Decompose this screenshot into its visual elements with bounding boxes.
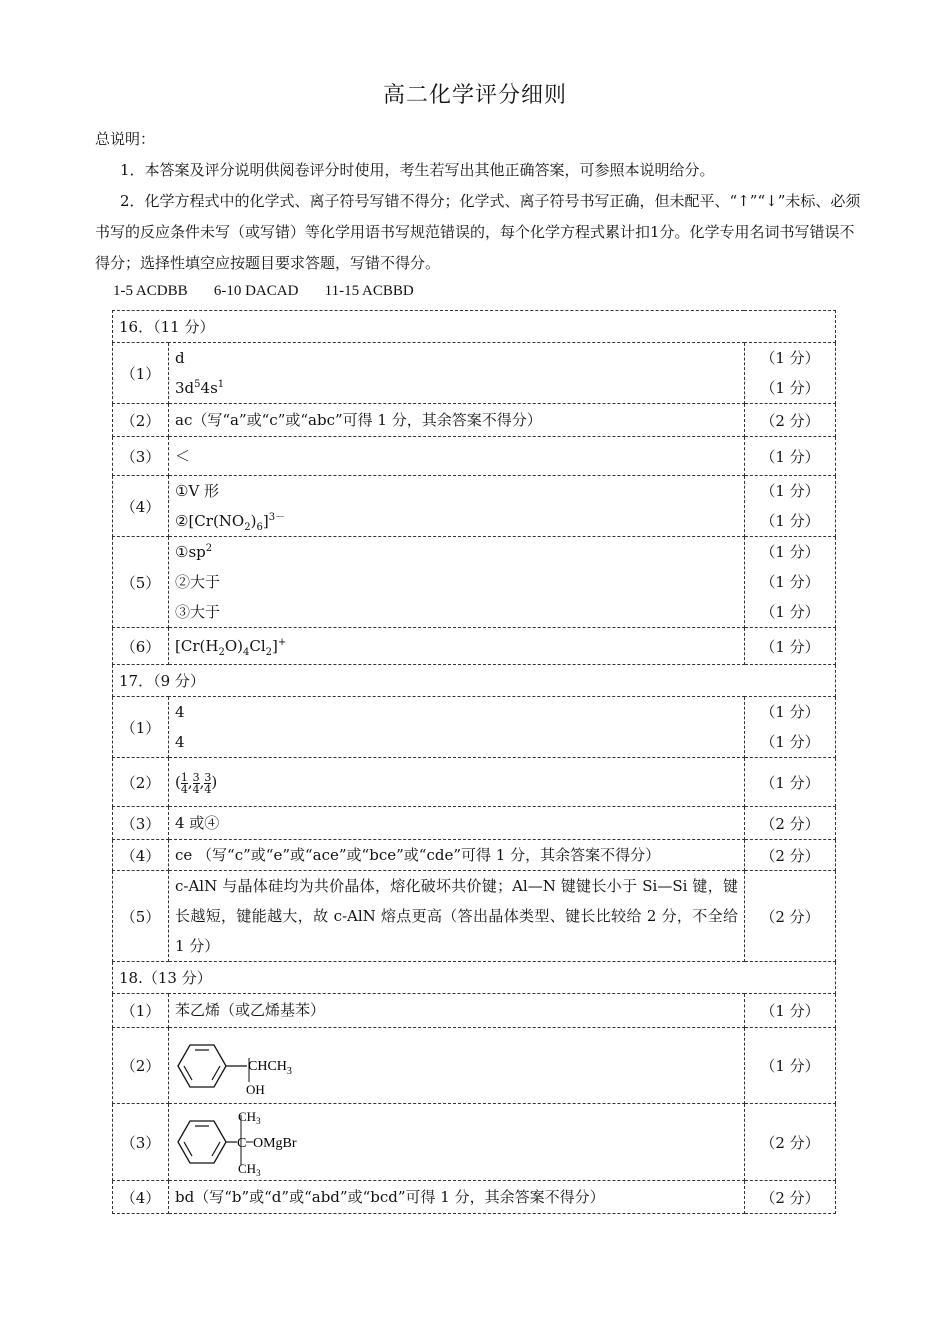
q17-header: 17．（9 分）: [113, 665, 836, 697]
q17-2-answer: ( $\frac{1}{4}$ , $\frac{3}{4}$ , $\frac{3}{4}$ ): [169, 758, 745, 807]
q17-1-points: （1 分） （1 分）: [744, 697, 835, 758]
svg-text:CH3: $CH_3$: [238, 1161, 261, 1177]
svg-text:C: C: [237, 1136, 247, 1151]
q18-1-points: （1 分）: [744, 994, 835, 1028]
note-2: 2．化学方程式中的化学式、离子符号写错不得分；化学式、离子符号书写正确，但未配平、“↑”“↓”未标、必须书写的反应条件未写（或写错）等化学用语书写规范错误的，每个化学方程式累计扣1分。化学专用名词书写错误不得分；选择性填空应按题目要求答题，写错不得分。: [95, 192, 861, 272]
choice-answers: 1-5 ACDBB 6-10 DACAD 11-15 ACBBD: [113, 283, 414, 299]
scoring-table: [112, 310, 836, 1214]
svg-text:CH3: $CH_3$: [238, 1109, 261, 1126]
q18-4-answer: bd（写“b”或“d”或“abd”或“bcd”可得 1 分，其余答案不得分）: [169, 1181, 745, 1214]
q17-2-points: （1 分）: [744, 758, 835, 807]
q16-4-points: （1 分） （1 分）: [744, 476, 835, 537]
q17-5-points: （2 分）: [744, 871, 835, 962]
page-title: 高二化学评分细则: [382, 83, 567, 108]
note-1: 1．本答案及评分说明供阅卷评分时使用，考生若写出其他正确答案，可参照本说明给分。: [120, 161, 715, 179]
q17-4-num: （4）: [113, 840, 169, 871]
q17-1-num: （1）: [113, 697, 169, 758]
q16-header: 16．（11 分）: [113, 311, 836, 343]
svg-text:OMgBr: OMgBr: [253, 1136, 297, 1151]
q16-2-num: （2）: [113, 404, 169, 437]
q17-3-num: （3）: [113, 807, 169, 840]
q18-4-points: （2 分）: [744, 1181, 835, 1214]
q17-3-answer: 4 或④: [169, 807, 745, 840]
q16-4-num: （4）: [113, 476, 169, 537]
q17-5-num: （5）: [113, 871, 169, 962]
q18-1-num: （1）: [113, 994, 169, 1028]
q16-1-points: （1 分） （1 分）: [744, 343, 835, 404]
q17-4-answer: ce （写“c”或“e”或“ace”或“bce”或“cde”可得 1 分，其余答案不得分）: [169, 840, 745, 871]
svg-text:OH: OH: [246, 1081, 265, 1097]
q18-2-answer: [169, 1028, 745, 1104]
q16-5-points: （1 分） （1 分） （1 分）: [744, 537, 835, 628]
q16-3-num: （3）: [113, 437, 169, 476]
q16-3-answer: ＜: [169, 437, 745, 476]
svg-text:CHCH3: $CHCH_3$: [248, 1058, 292, 1077]
q18-header: 18.（13 分）: [113, 962, 836, 994]
q18-4-num: （4）: [113, 1181, 169, 1214]
q18-3-num: （3）: [113, 1104, 169, 1181]
q16-1-num: （1）: [113, 343, 169, 404]
q16-2-answer: ac（写“a”或“c”或“abc”可得 1 分，其余答案不得分）: [169, 404, 745, 437]
q17-4-points: （2 分）: [744, 840, 835, 871]
q16-3-points: （1 分）: [744, 437, 835, 476]
q16-6-points: （1 分）: [744, 628, 835, 665]
q18-2-points: （1 分）: [744, 1028, 835, 1104]
notes-heading: 总说明：: [95, 130, 156, 148]
q16-5-answer: $①sp^2$ ②大于 ③大于: [169, 537, 745, 628]
q17-5-answer: c-AlN 与晶体硅均为共价晶体，熔化破坏共价键；Al—N 键键长小于 Si—Si 键，键长越短，键能越大，故 c-AlN 熔点更高（答出晶体类型、键长比较给 2 分，不全给 1 分）: [169, 871, 745, 962]
q18-3-answer: [169, 1104, 745, 1181]
q17-2-num: （2）: [113, 758, 169, 807]
q17-3-points: （2 分）: [744, 807, 835, 840]
q18-1-answer: 苯乙烯（或乙烯基苯）: [169, 994, 745, 1028]
q18-3-points: （2 分）: [744, 1104, 835, 1181]
phenyl-ethanol-structure: [175, 1032, 375, 1100]
q16-4-answer: ①V 形 $②[Cr(NO_2)_6]^{3-}$: [169, 476, 745, 537]
general-notes: [95, 124, 865, 279]
q16-6-num: （6）: [113, 628, 169, 665]
q18-2-num: （2）: [113, 1028, 169, 1104]
q16-1-answer: d $3d^54s^1$: [169, 343, 745, 404]
magnesium-alkoxide-structure: [175, 1107, 375, 1177]
q17-1-answer: 4 4: [169, 697, 745, 758]
q16-2-points: （2 分）: [744, 404, 835, 437]
q16-6-answer: $[Cr(H_2O)_4Cl_2]^+$: [169, 628, 745, 665]
q16-5-num: （5）: [113, 537, 169, 628]
